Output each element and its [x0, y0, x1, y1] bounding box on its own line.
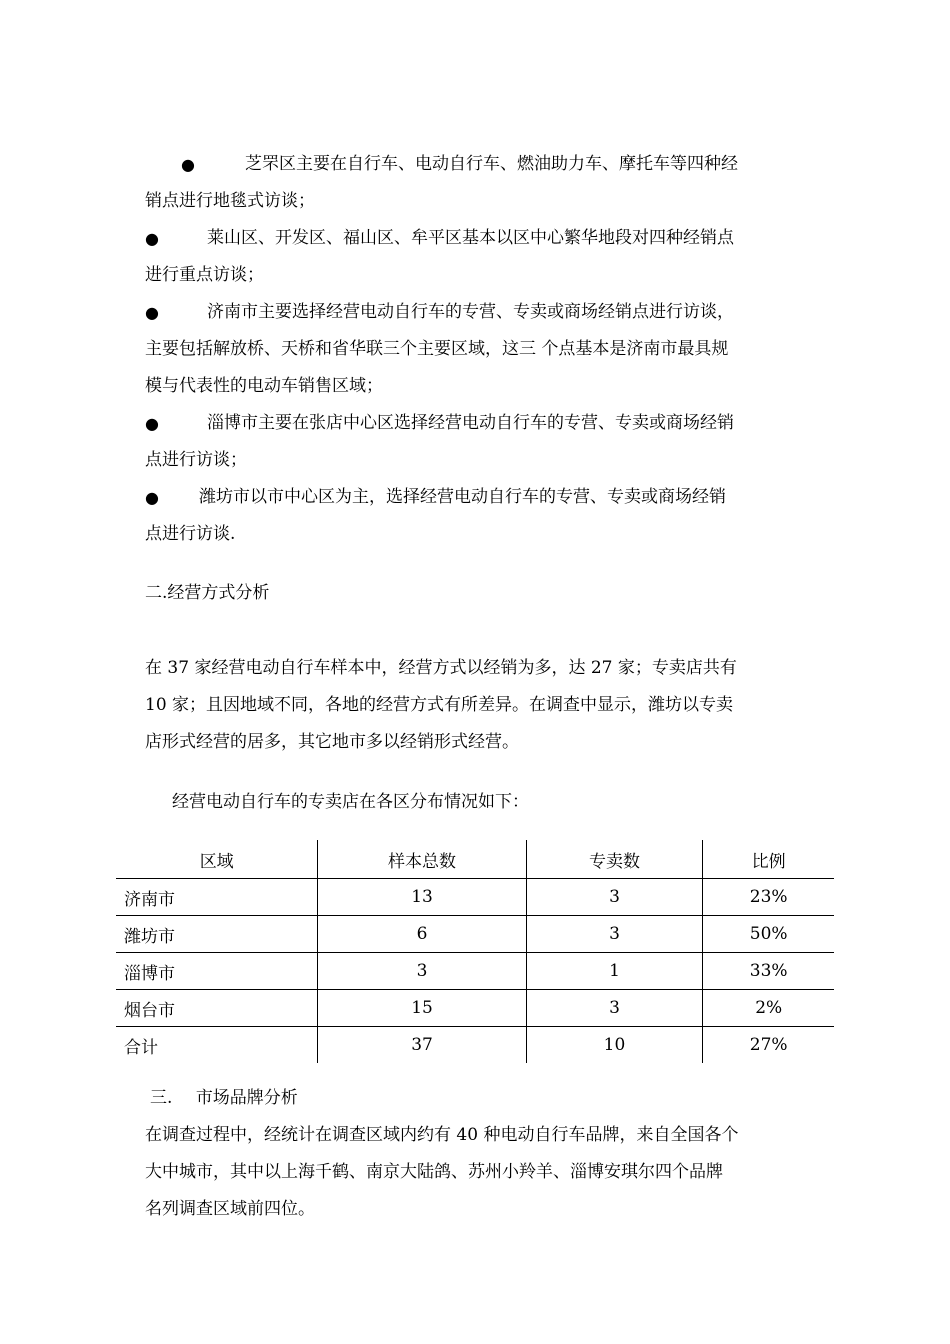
- section-heading: 二.经营方式分析: [145, 583, 270, 603]
- cell-ratio: 27%: [749, 1035, 788, 1055]
- paragraph-line: 大中城市，其中以上海千鹤、南京大陆鸽、苏州小羚羊、淄博安琪尔四个品牌: [145, 1162, 723, 1182]
- cell-region: 烟台市: [116, 990, 318, 1027]
- cell-sample-total: 13: [318, 879, 526, 916]
- bullet-item-laishan: [145, 220, 734, 294]
- cell-ratio: 23%: [703, 879, 834, 916]
- bullet-marker: ●: [145, 229, 159, 248]
- cell-sample-total: 37: [318, 1027, 526, 1064]
- section-heading: [150, 1080, 298, 1117]
- cell-ratio: 2%: [703, 990, 834, 1027]
- cell-exclusive-count: 3: [526, 990, 703, 1027]
- table-total-row: [116, 1027, 834, 1064]
- bullet-text-line: 点进行访谈；: [145, 450, 247, 470]
- table-row: [116, 916, 834, 953]
- cell-sample-total: 6: [318, 916, 526, 953]
- bullet-item-jinan: [145, 294, 734, 405]
- bullet-text-line: 主要包括解放桥、天桥和省华联三个主要区域，这三 个点基本是济南市最具规: [145, 339, 729, 359]
- table-row: [116, 879, 834, 916]
- bullet-text-line: 销点进行地毯式访谈；: [145, 191, 315, 211]
- paragraph-line: 名列调查区域前四位。: [145, 1199, 315, 1219]
- cell-region: 济南市: [116, 879, 318, 916]
- section-number: 三.: [150, 1088, 173, 1108]
- bullet-marker: ●: [145, 303, 159, 322]
- bullet-marker: ●: [181, 155, 195, 174]
- cell-region: 淄博市: [116, 953, 318, 990]
- store-distribution-table: [116, 840, 834, 1063]
- cell-exclusive-count: 10: [526, 1027, 703, 1064]
- table-row: [116, 990, 834, 1027]
- table-caption: 经营电动自行车的专卖店在各区分布情况如下：: [172, 792, 529, 812]
- bullet-text-line: 潍坊市以市中心区为主，选择经营电动自行车的专营、专卖或商场经销: [199, 487, 726, 507]
- bullet-marker: ●: [145, 414, 159, 433]
- bullet-text-line: 进行重点访谈；: [145, 265, 264, 285]
- bullet-text-line: 点进行访谈.: [145, 524, 236, 544]
- bullet-text-line: 莱山区、开发区、福山区、牟平区基本以区中心繁华地段对四种经销点: [207, 228, 734, 248]
- table-header-row: [116, 840, 834, 879]
- paragraph-line: 10 家；且因地域不同，各地的经营方式有所差异。在调查中显示，潍坊以专卖: [145, 695, 734, 715]
- cell-ratio: 50%: [703, 916, 834, 953]
- column-header-ratio: 比例: [703, 840, 834, 879]
- bullet-text-line: 芝罘区主要在自行车、电动自行车、燃油助力车、摩托车等四种经: [245, 154, 738, 174]
- cell-ratio: 33%: [703, 953, 834, 990]
- bullet-item-zibo: [145, 405, 734, 479]
- cell-sample-total: 15: [318, 990, 526, 1027]
- bullet-text-line: 济南市主要选择经营电动自行车的专营、专卖或商场经销点进行访谈，: [207, 302, 734, 322]
- table-row: [116, 953, 834, 990]
- cell-exclusive-count: 3: [526, 916, 703, 953]
- paragraph-line: 在调查过程中，经统计在调查区域内约有 40 种电动自行车品牌，来自全国各个: [145, 1125, 739, 1145]
- column-header-region: 区域: [116, 840, 318, 879]
- paragraph-line: 店形式经营的居多，其它地市多以经销形式经营。: [145, 732, 519, 752]
- cell-exclusive-count: 3: [526, 879, 703, 916]
- cell-sample-total: 3: [318, 953, 526, 990]
- bullet-item-zhifu: [145, 146, 738, 220]
- paragraph-line: 在 37 家经营电动自行车样本中，经营方式以经销为多，达 27 家；专卖店共有: [145, 658, 737, 678]
- section-title: 市场品牌分析: [195, 1088, 298, 1108]
- column-header-sample-total: 样本总数: [318, 840, 526, 879]
- bullet-text-line: 淄博市主要在张店中心区选择经营电动自行车的专营、专卖或商场经销: [207, 413, 734, 433]
- cell-region: 潍坊市: [116, 916, 318, 953]
- cell-region: 合计: [116, 1027, 318, 1064]
- bullet-marker: ●: [145, 488, 159, 507]
- bullet-text-line: 模与代表性的电动车销售区域；: [145, 376, 383, 396]
- cell-exclusive-count: 1: [526, 953, 703, 990]
- column-header-exclusive-count: 专卖数: [526, 840, 703, 879]
- bullet-item-weifang: [145, 479, 726, 553]
